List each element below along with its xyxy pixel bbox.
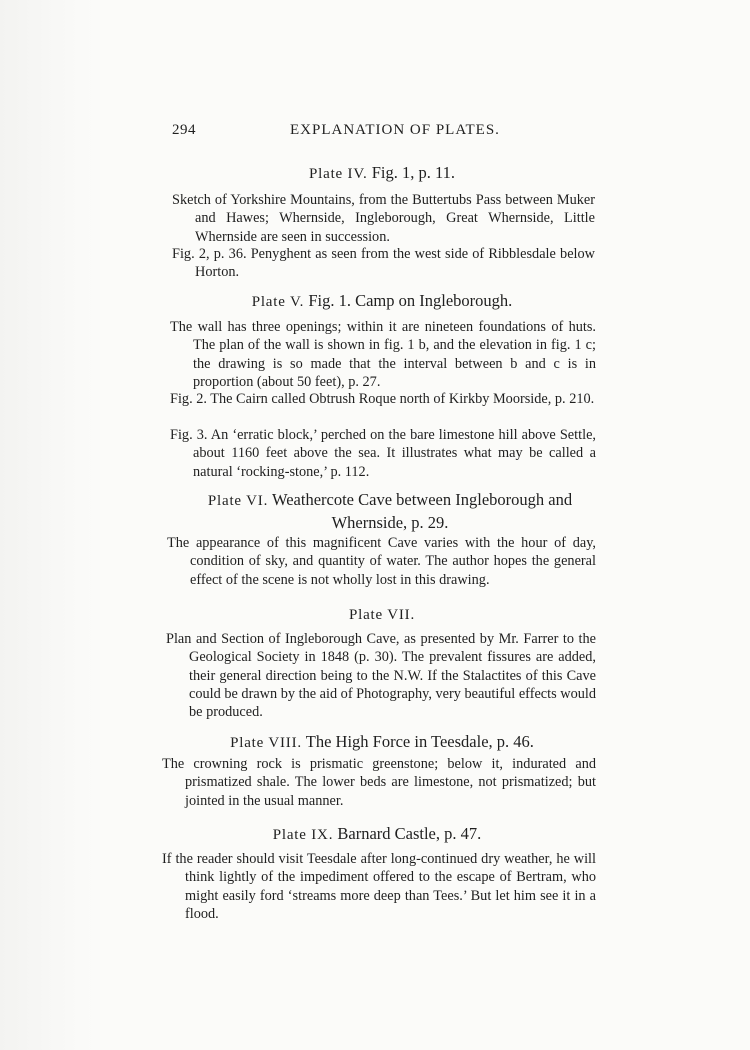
plate-ix-caption: Barnard Castle, p. 47.	[337, 824, 482, 843]
plate-iv-text-1: Sketch of Yorkshire Mountains, from the Buttertubs Pass between Muker and Hawes; Whernside, Ingleborough, Great Whernside, Little Whernside are seen in succession.	[172, 192, 595, 245]
plate-ix-heading	[167, 823, 587, 846]
plate-iv-paragraph-2	[172, 245, 595, 282]
plate-vii-text-1: Plan and Section of Ingleborough Cave, as presented by Mr. Farrer to the Geological Society in 1848 (p. 30). The prevalent fissures are added, their general direction being to the N.W. If the Stalactites of this Cave could be drawn by the aid of Photography, very beautiful effects would be produced.	[166, 631, 596, 721]
plate-v-paragraph-3	[170, 426, 596, 481]
plate-v-paragraph-1	[170, 318, 596, 391]
plate-iv-label: Plate IV.	[309, 166, 368, 182]
plate-iv-text-2: Fig. 2, p. 36. Penyghent as seen from the west side of Ribblesdale below Horton.	[172, 246, 595, 281]
plate-vii-label: Plate VII.	[348, 607, 416, 623]
plate-v-heading	[172, 290, 592, 313]
plate-iv-caption: Fig. 1, p. 11.	[371, 163, 455, 182]
plate-viii-label: Plate VIII.	[230, 735, 302, 751]
plate-v-text-1: The wall has three openings; within it are nineteen foundations of huts. The plan of the wall is shown in fig. 1 b, and the elevation in fig. 1 c; the drawing is so made that the interval between b and c is in proportion (about 50 feet), p. 27.	[170, 319, 596, 390]
plate-viii-paragraph-1	[162, 755, 596, 810]
plate-iv-paragraph-1	[172, 191, 595, 246]
plate-v-label: Plate V.	[251, 294, 305, 310]
plate-viii-text-1: The crowning rock is prismatic greenstone; below it, indurated and prismatized shale. The lower beds are limestone, not prismatized; but jointed in the usual manner.	[162, 756, 596, 809]
plate-vi-heading	[180, 489, 600, 533]
plate-vi-paragraph-1	[167, 534, 596, 589]
plate-vi-text-1: The appearance of this magnificent Cave varies with the hour of day, condition of sky, and quantity of water. The author hopes the general effect of the scene is not wholly lost in this drawing.	[167, 535, 596, 588]
running-head	[172, 122, 592, 142]
plate-v-text-2: Fig. 2. The Cairn called Obtrush Roque north of Kirkby Moorside, p. 210.	[170, 391, 595, 407]
plate-viii-caption: The High Force in Teesdale, p. 46.	[305, 732, 534, 751]
running-head-title: EXPLANATION OF PLATES.	[290, 122, 500, 138]
plate-viii-heading	[172, 731, 592, 754]
plate-ix-text-1: If the reader should visit Teesdale after long-continued dry weather, he will think lightly of the impediment offered to the escape of Bertram, who might easily ford ‘streams more deep than Tees.’ But let him see it in a flood.	[162, 851, 596, 922]
plate-ix-paragraph-1	[162, 850, 596, 923]
plate-v-caption: Fig. 1. Camp on Ingleborough.	[308, 291, 513, 310]
plate-vi-caption: Weathercote Cave between Ingleborough and Whernside, p. 29.	[271, 490, 573, 532]
plate-v-paragraph-2	[170, 390, 596, 408]
plate-v-text-3: Fig. 3. An ‘erratic block,’ perched on the bare limestone hill above Settle, about 1160 feet above the sea. It illustrates what may be called a natural ‘rocking-stone,’ p. 112.	[170, 427, 596, 480]
page-number: 294	[172, 122, 196, 138]
plate-vii-heading	[172, 603, 592, 626]
plate-iv-heading	[172, 162, 592, 185]
plate-vii-paragraph-1	[166, 630, 596, 721]
plate-vi-label: Plate VI.	[207, 493, 269, 509]
page-gutter-shade	[0, 0, 95, 1050]
plate-ix-label: Plate IX.	[272, 827, 334, 843]
